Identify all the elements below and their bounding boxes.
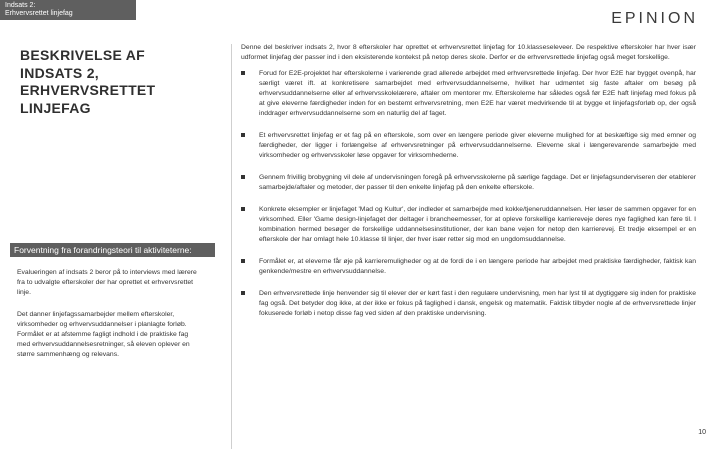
list-item-text: Gennem frivillig brobygning vil dele af undervisningen foregå på erhvervsskolerne på særlige fagdage. Det er linjefagsunderviseren der etablerer samarbejde/aftaler og metoder, der passer til den enkelte linjefag på den enkelte efterskole. — [259, 174, 696, 191]
list-item — [241, 289, 696, 319]
page-title-line1: BESKRIVELSE AF — [20, 47, 146, 63]
square-bullet-icon — [241, 133, 245, 137]
section-tag-line1: Indsats 2: — [5, 2, 36, 9]
section-tag-line2: Erhvervsrettet linjefag — [5, 10, 73, 17]
left-body — [17, 268, 197, 372]
page-title-line2: INDSATS 2, — [20, 64, 99, 81]
list-item-text: Konkrete eksempler er linjefaget 'Mad og Kultur', der indleder et samarbejde med kokke/tjeneruddannelsen. Her løser de sammen opgaver for en virksomhed. Eller 'Game design-linjefaget der deltager i brancheemesser, for at opleve forskellige karriereveje deres nye faglighed kan føre til. I kombination hermed besøger de forskellige uddannelsesinstitutioner, der kan bane vejen for netop den karrierevej. Et tredje eksempel er en efterskole der har omlagt hele 10.klasse til linjer, der hver især retter sig mod en ungdomsuddannelse. — [259, 206, 696, 243]
list-item — [241, 257, 696, 277]
list-item — [241, 173, 696, 193]
section-heading: Forventning fra forandringsteori til aktiviteterne: — [10, 243, 215, 257]
left-paragraph-1: Evalueringen af indsats 2 beror på to interviews med lærere fra to udvalgte efterskoler der har oprettet et erhvervsrettet linje. — [17, 269, 197, 296]
square-bullet-icon — [241, 207, 245, 211]
square-bullet-icon — [241, 291, 245, 295]
page-title-line3: ERHVERVSRETTET — [20, 82, 156, 98]
list-item-text: Et erhvervsrettet linjefag er et fag på en efterskole, som over en længere periode giver eleverne mulighed for at beskæftige sig med emner og færdigheder, der ligger i forlængelse af erhvervsretninger på erhvervsuddannelserne. Eleverne skal i længerevarende samarbejde med virksomheder og erhvervsskoler løse opgaver for virksomhederne. — [259, 132, 696, 159]
page-number: 10 — [698, 429, 706, 436]
page-title-line4: LINJEFAG — [20, 99, 91, 116]
page-title — [20, 47, 210, 117]
list-item — [241, 131, 696, 161]
list-item — [241, 205, 696, 245]
list-item — [241, 69, 696, 119]
epinion-logo: EPINION — [611, 10, 698, 27]
right-body — [241, 43, 696, 331]
section-tag — [0, 0, 136, 20]
column-divider — [231, 44, 232, 449]
list-item-text: Forud for E2E-projektet har efterskolerne i varierende grad allerede arbejdet med erhvervsrettede linjefag. Der hvor E2E har bygget ovenpå, har særligt været ift. at konkretisere samarbejdet med erhvervsuddannelserne, hvilket har udmøntet sig faste aftaler om besøg på erhvervsuddannelserne eller af erhvervsskolelærere, aftaler om mentorer mv. Efterskolerne har således også før E2E haft linjefag med fokus på at give eleverne færdigheder inden for en bestemt erhvervsretning, men E2E har været medvirkende til at bygge et linjefagsforløb op, der også inddrager erhvervsuddannelserne som en naturlig del af faget. — [259, 70, 696, 117]
left-paragraph-2: Det danner linjefagssamarbejder mellem efterskoler, virksomheder og erhvervsuddannelser i planlagte forløb. Formålet er at afstemme fagligt indhold i de praktiske fag med erhvervsuddannelsesretninger, så eleven oplever en større sammenhæng og relevans. — [17, 311, 190, 358]
bullet-list — [241, 69, 696, 319]
square-bullet-icon — [241, 259, 245, 263]
intro-paragraph: Denne del beskriver indsats 2, hvor 8 efterskoler har oprettet et erhvervsrettet linjefag for 10.klasseseleveer. De respektive efterskoler har hver især udformet linjefag der passer ind i den eksisterende kontekst på netop deres skole. Derfor er de erhvervsrettede linjefag også meget forskellige. — [241, 44, 696, 61]
square-bullet-icon — [241, 175, 245, 179]
list-item-text: Formålet er, at eleverne får øje på karrieremuligheder og at de fordi de i en længere periode har arbejdet med praktiske færdigheder, faktisk kan genkende/mestre en erhvervsuddannelse. — [259, 258, 696, 275]
list-item-text: Den erhvervsrettede linje henvender sig til elever der er kørt fast i den regulære undervisning, men har lyst til at dygtiggøre sig inden for praktiske fag også. Det betyder dog ikke, at der ikke er fokus på faglighed i dansk, engelsk og matematik. Faktisk tilbyder nogle af de erhvervsrettede linjer fokuserede forløb i netop disse fag ved siden af den praktiske undervisning. — [259, 290, 696, 317]
square-bullet-icon — [241, 71, 245, 75]
